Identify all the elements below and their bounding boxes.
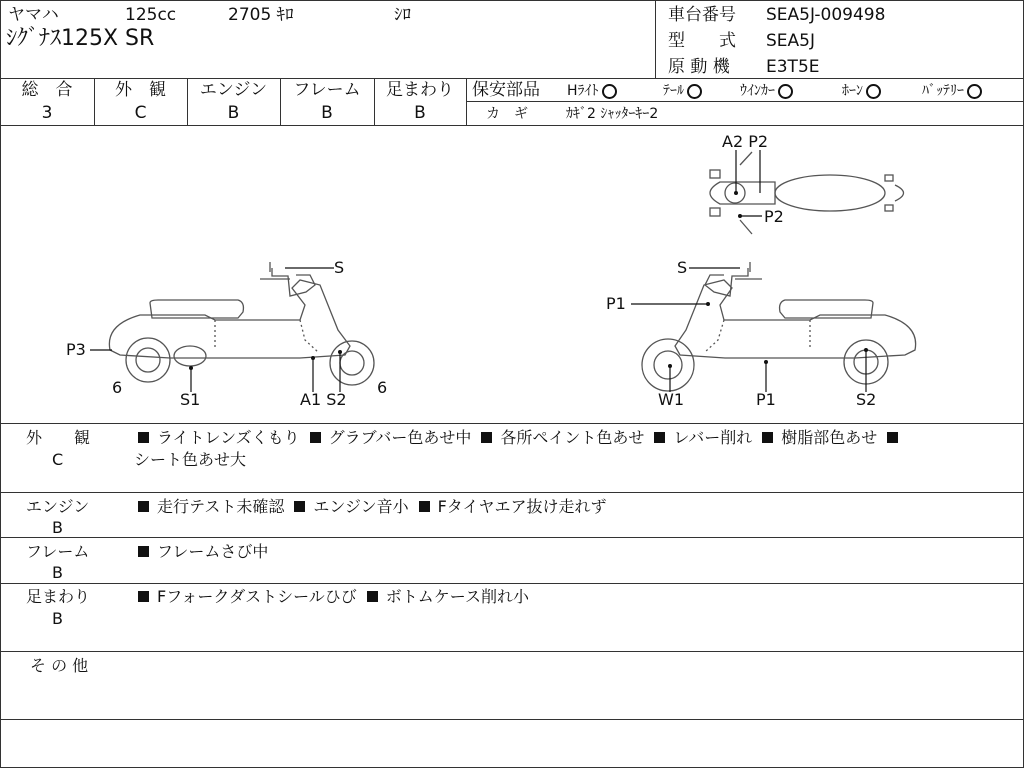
bullet-icon <box>294 501 305 512</box>
rule <box>0 492 1024 493</box>
ok-mark-icon <box>602 84 617 99</box>
frame-no-label: 車台番号 <box>668 5 736 25</box>
grade-label-engine: エンジン <box>199 80 268 100</box>
diagram-label: S <box>334 258 345 277</box>
diagram-label: 6 <box>377 378 388 397</box>
grade-label-frame: フレーム <box>293 80 361 100</box>
remark-items-exterior-line2: シート色あせ大 <box>134 450 247 469</box>
ok-mark-icon <box>687 84 702 99</box>
rule <box>466 101 1024 102</box>
remark-grade-exterior: C <box>52 450 64 469</box>
type-value: SEA5J <box>766 31 815 51</box>
top-view-body <box>775 175 885 211</box>
diagram-label: A1 S2 <box>300 390 347 409</box>
remark-items-suspension: Fフォークダストシールひび ボトムケース削れ小 <box>136 587 529 607</box>
ok-mark-icon <box>778 84 793 99</box>
bullet-icon <box>481 432 492 443</box>
rule <box>0 537 1024 538</box>
safety-item-winker: ｳｲﾝｶｰ <box>740 82 793 100</box>
ok-mark-icon <box>866 84 881 99</box>
rule <box>0 651 1024 652</box>
type-label: 型 式 <box>668 31 736 51</box>
grade-label-overall: 総 合 <box>21 80 73 100</box>
scooter-damage-diagram <box>0 126 1024 422</box>
safety-label: 保安部品 <box>472 80 540 100</box>
maker: ヤマハ <box>8 5 59 25</box>
rule <box>0 583 1024 584</box>
left-front-wheel <box>330 341 374 385</box>
diagram-label: P2 <box>764 207 784 226</box>
engine-label: 原 動 機 <box>668 57 730 77</box>
diagram-label: S1 <box>180 390 201 409</box>
remark-label-engine: エンジン <box>26 497 90 516</box>
left-rear-wheel <box>126 338 170 382</box>
bullet-icon <box>138 546 149 557</box>
grade-value-frame: B <box>321 103 333 123</box>
engine-value: E3T5E <box>766 57 820 77</box>
bullet-icon <box>419 501 430 512</box>
grade-value-engine: B <box>227 103 240 123</box>
grade-label-exterior: 外 観 <box>115 80 166 100</box>
bullet-icon <box>310 432 321 443</box>
grade-value-overall: 3 <box>41 103 53 123</box>
remark-grade-suspension: B <box>52 609 63 628</box>
remark-items-exterior-line1: ライトレンズくもり グラブバー色あせ中 各所ペイント色あせ レバー削れ 樹脂部色あせ <box>136 428 906 448</box>
right-front-wheel <box>642 339 694 391</box>
bullet-icon <box>138 432 149 443</box>
remark-items-frame: フレームさび中 <box>136 542 268 562</box>
body-color: ｼﾛ <box>394 5 411 25</box>
frame-no: SEA5J-009498 <box>766 5 886 25</box>
ok-mark-icon <box>967 84 982 99</box>
diagram-label: W1 <box>658 390 684 409</box>
grade-value-exterior: C <box>134 103 147 123</box>
diagram-label: P1 <box>606 294 626 313</box>
remark-label-frame: フレーム <box>26 542 90 561</box>
diagram-label: P3 <box>66 340 86 359</box>
grade-value-suspension: B <box>414 103 426 123</box>
diagram-label: P1 <box>756 390 776 409</box>
key-label: カ ギ <box>486 106 528 122</box>
remark-label-other: そ の 他 <box>30 656 89 675</box>
left-scooter-body <box>109 280 350 358</box>
safety-item-taillight: ﾃｰﾙ <box>663 82 702 100</box>
safety-item-battery: ﾊﾞｯﾃﾘｰ <box>922 82 982 100</box>
header-divider <box>655 0 656 78</box>
diagram-label: A2 P2 <box>722 132 769 151</box>
bullet-icon <box>367 591 378 602</box>
remark-grade-engine: B <box>52 518 63 537</box>
rule <box>0 78 1024 79</box>
bullet-icon <box>887 432 898 443</box>
remark-items-engine: 走行テスト未確認 エンジン音小 Fタイヤエア抜け走れず <box>136 497 606 517</box>
rule <box>0 719 1024 720</box>
safety-item-headlight: Hﾗｲﾄ <box>567 82 617 100</box>
diagram-label: S2 <box>856 390 877 409</box>
bullet-icon <box>138 501 149 512</box>
model-name: ｼｸﾞﾅｽ125X SR <box>6 26 155 51</box>
key-value: ｶｷﾞ2 ｼｬｯﾀｰｷｰ2 <box>566 106 659 122</box>
diagram-label: S <box>677 258 688 277</box>
bullet-icon <box>762 432 773 443</box>
grade-label-suspension: 足まわり <box>386 80 454 100</box>
bullet-icon <box>138 591 149 602</box>
displacement: 125cc <box>125 5 177 25</box>
bullet-icon <box>654 432 665 443</box>
remark-label-suspension: 足まわり <box>26 587 91 606</box>
mileage: 2705 ｷﾛ <box>228 5 294 25</box>
remark-label-exterior: 外 観 <box>26 428 91 447</box>
diagram-label: 6 <box>112 378 123 397</box>
safety-item-horn: ﾎｰﾝ <box>842 82 881 100</box>
remark-grade-frame: B <box>52 563 63 582</box>
rule <box>0 423 1024 424</box>
